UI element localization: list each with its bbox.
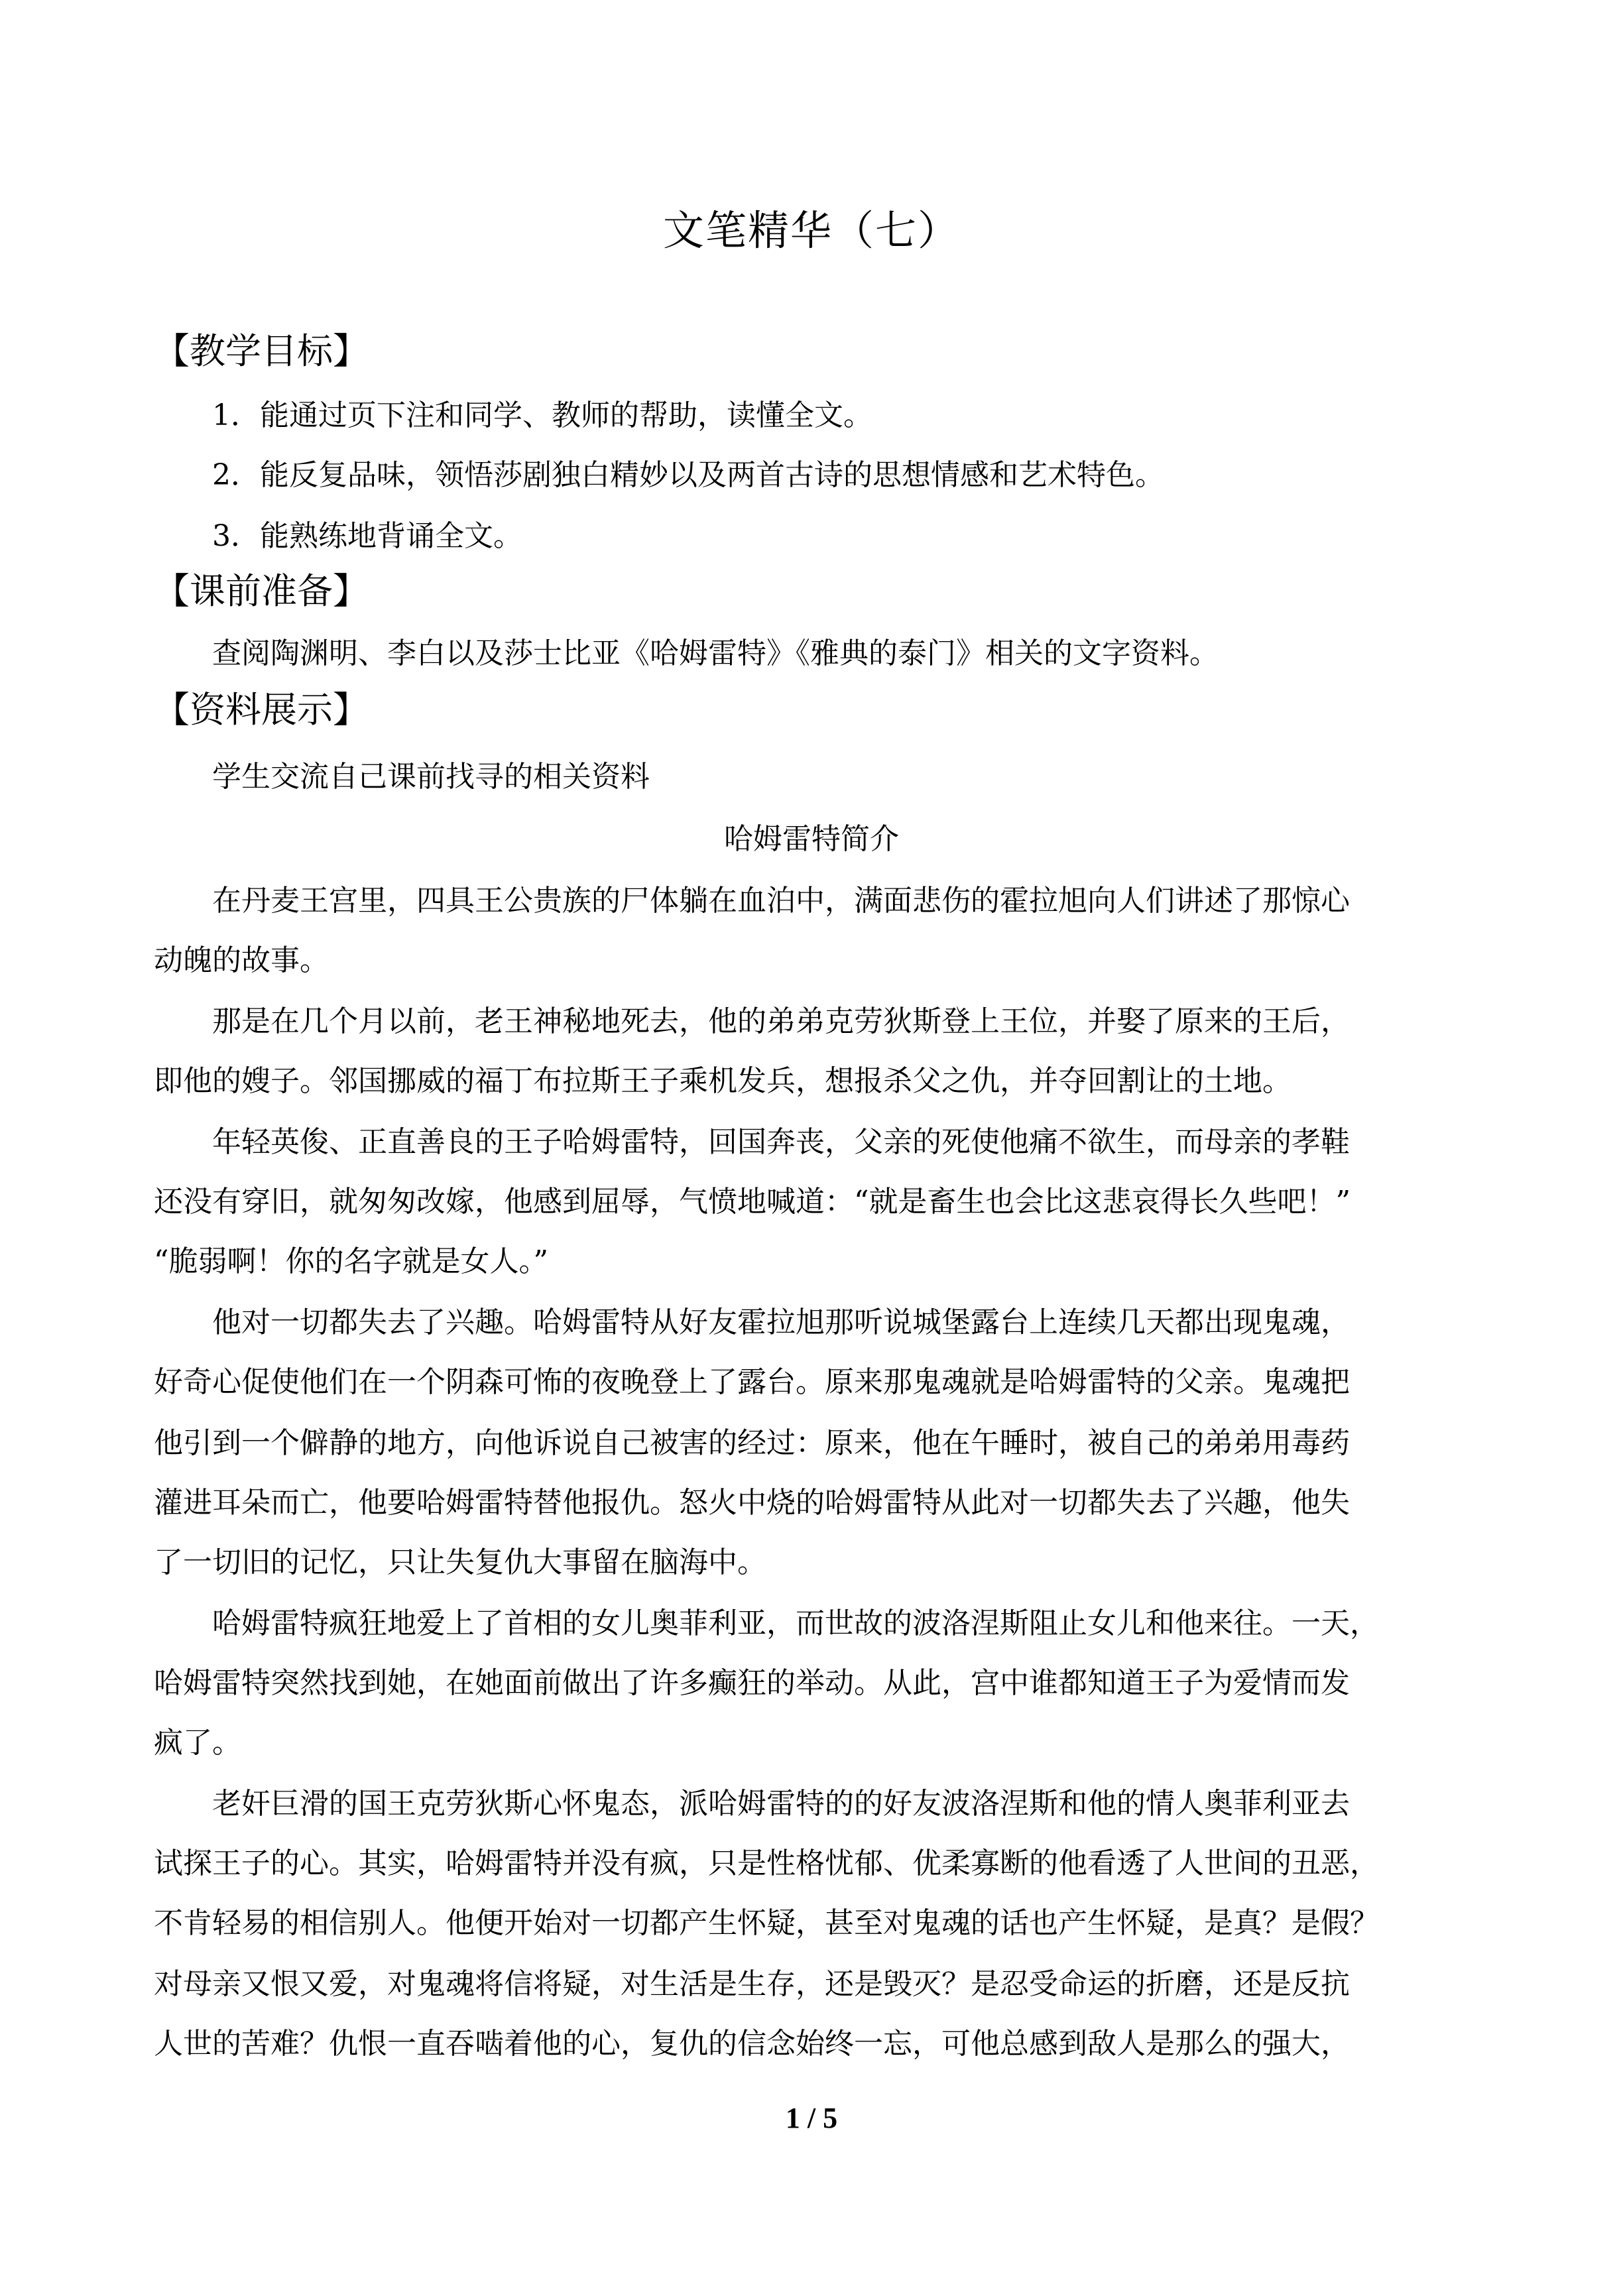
body-line: 老奸巨滑的国王克劳狄斯心怀鬼态，派哈姆雷特的的好友波洛涅斯和他的情人奥菲利亚去: [212, 1787, 1350, 1821]
materials-intro: 学生交流自己课前找寻的相关资料: [212, 760, 650, 794]
preparation-heading: 【课前准备】: [154, 570, 369, 612]
body-line: 灌进耳朵而亡，他要哈姆雷特替他报仇。怒火中烧的哈姆雷特从此对一切都失去了兴趣，他失: [154, 1486, 1350, 1520]
objective-item-1: 1．能通过页下注和同学、教师的帮助，读懂全文。: [212, 398, 872, 432]
body-line: 他对一切都失去了兴趣。哈姆雷特从好友霍拉旭那听说城堡露台上连续几天都出现鬼魂，: [212, 1305, 1350, 1339]
body-line: 即他的嫂子。邻国挪威的福丁布拉斯王子乘机发兵，想报杀父之仇，并夺回割让的土地。: [154, 1064, 1292, 1098]
body-line: “脆弱啊！你的名字就是女人。”: [154, 1244, 548, 1278]
objectives-heading: 【教学目标】: [154, 330, 369, 372]
body-line: 他引到一个僻静的地方，向他诉说自己被害的经过：原来，他在午睡时，被自己的弟弟用毒药: [154, 1426, 1350, 1460]
body-line: 了一切旧的记忆，只让失复仇大事留在脑海中。: [154, 1545, 766, 1579]
body-line: 哈姆雷特突然找到她，在她面前做出了许多癫狂的举动。从此，宫中谁都知道王子为爱情而发: [154, 1666, 1350, 1700]
body-line: 试探王子的心。其实，哈姆雷特并没有疯，只是性格忧郁、优柔寡断的他看透了人世间的丑恶，: [154, 1846, 1379, 1880]
body-line: 人世的苦难？仇恨一直吞啮着他的心，复仇的信念始终一忘，可他总感到敌人是那么的强大，: [154, 2027, 1350, 2061]
body-line: 好奇心促使他们在一个阴森可怖的夜晚登上了露台。原来那鬼魂就是哈姆雷特的父亲。鬼魂把: [154, 1365, 1350, 1399]
body-line: 疯了。: [154, 1726, 241, 1760]
materials-heading: 【资料展示】: [154, 689, 369, 731]
page-number: 1 / 5: [785, 2102, 838, 2134]
body-line: 不肯轻易的相信别人。他便开始对一切都产生怀疑，甚至对鬼魂的话也产生怀疑，是真？是假？: [154, 1906, 1379, 1940]
body-line: 对母亲又恨又爱，对鬼魂将信将疑，对生活是生存，还是毁灭？是忍受命运的折磨，还是反抗: [154, 1967, 1350, 2001]
document-title: 文笔精华（七）: [662, 206, 960, 255]
body-line: 那是在几个月以前，老王神秘地死去，他的弟弟克劳狄斯登上王位，并娶了原来的王后，: [212, 1004, 1350, 1038]
materials-subtitle: 哈姆雷特简介: [724, 822, 899, 856]
body-line: 在丹麦王宫里，四具王公贵族的尸体躺在血泊中，满面悲伤的霍拉旭向人们讲述了那惊心: [212, 884, 1350, 918]
preparation-text: 查阅陶渊明、李白以及莎士比亚《哈姆雷特》《雅典的泰门》相关的文字资料。: [212, 636, 1219, 670]
objective-item-3: 3．能熟练地背诵全文。: [212, 519, 522, 553]
body-line: 哈姆雷特疯狂地爱上了首相的女儿奥菲利亚，而世故的波洛涅斯阻止女儿和他来往。一天，: [212, 1606, 1379, 1640]
objective-item-2: 2．能反复品味，领悟莎剧独白精妙以及两首古诗的思想情感和艺术特色。: [212, 458, 1164, 492]
body-line: 动魄的故事。: [154, 943, 329, 977]
body-line: 还没有穿旧，就匆匆改嫁，他感到屈辱，气愤地喊道：“就是畜生也会比这悲哀得长久些吧！”: [154, 1185, 1351, 1219]
body-line: 年轻英俊、正直善良的王子哈姆雷特，回国奔丧，父亲的死使他痛不欲生，而母亲的孝鞋: [212, 1125, 1350, 1159]
